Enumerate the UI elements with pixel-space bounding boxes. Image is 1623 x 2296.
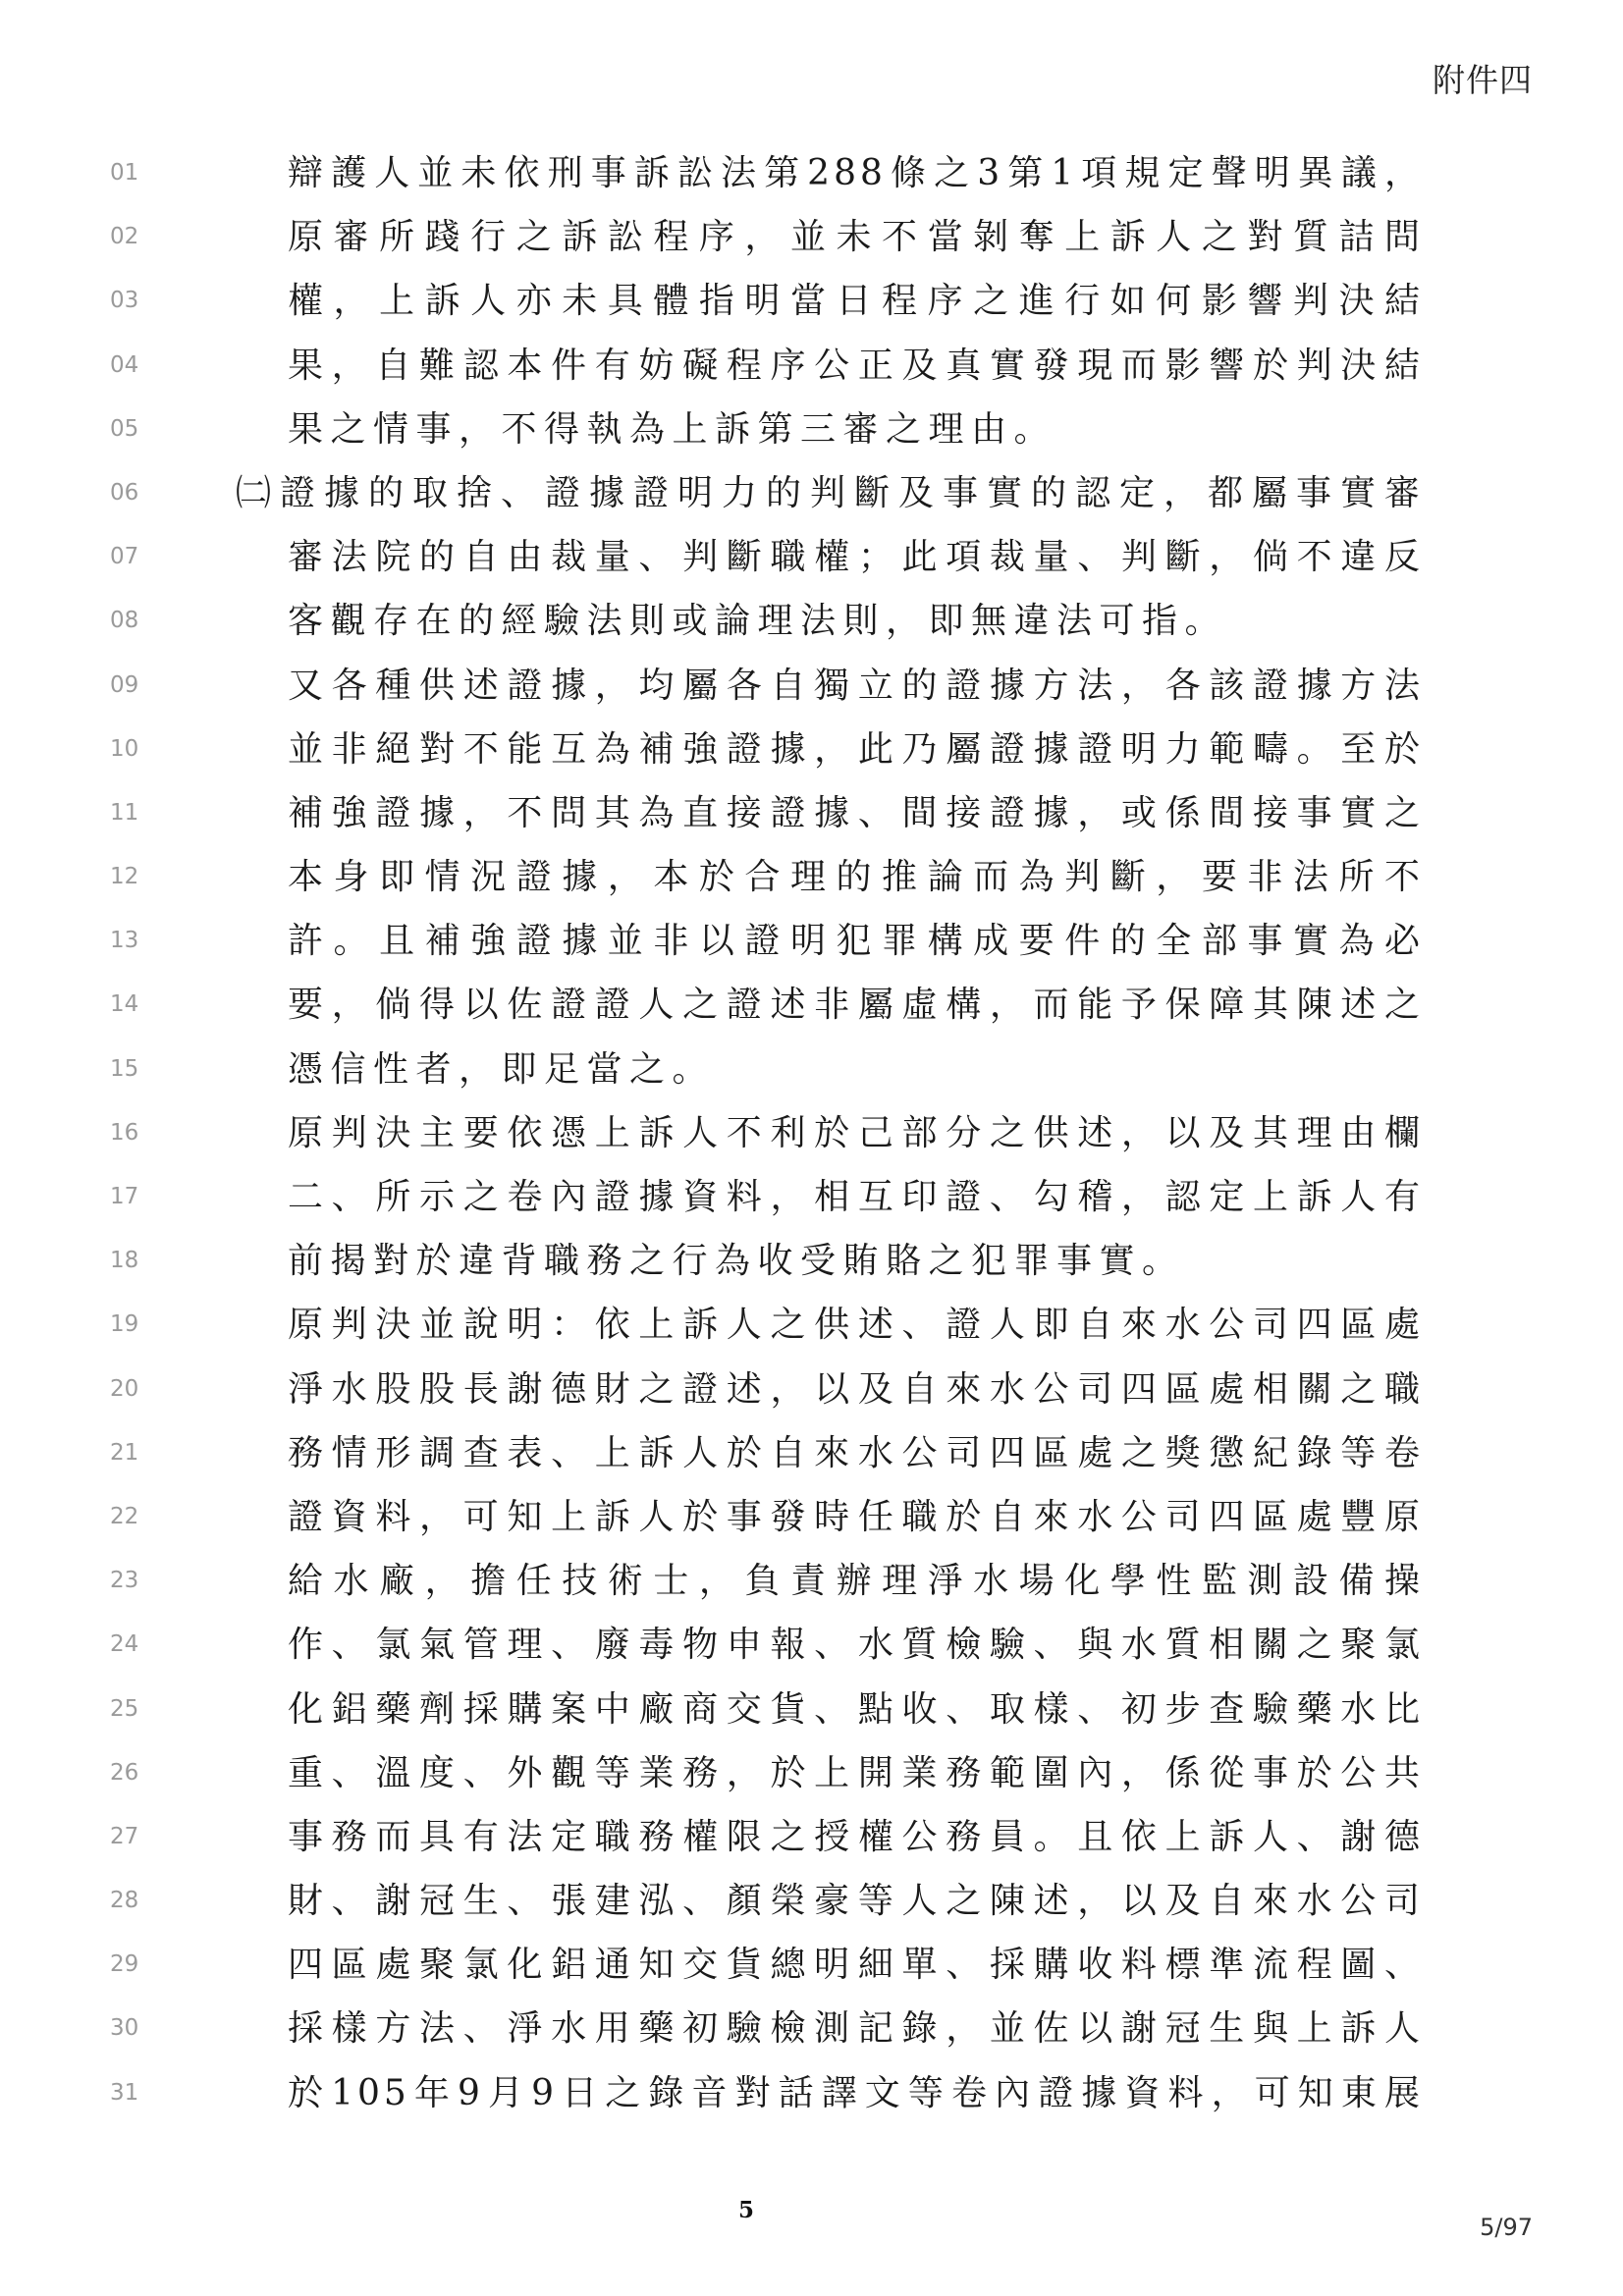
document-line [0,525,1623,589]
line-text: 又各種供述證據，均屬各自獨立的證據方法，各該證據方法 [288,665,1424,706]
line-number: 20 [110,1375,139,1402]
line-text: 證資料，可知上訴人於事發時任職於自來水公司四區處豐原 [288,1496,1424,1537]
line-number: 16 [110,1119,139,1146]
document-line [0,1805,1623,1869]
line-number: 04 [110,351,139,378]
document-line [0,1997,1623,2060]
line-text: 原判決並說明：依上訴人之供述、證人即自來水公司四區處 [288,1305,1424,1346]
line-number: 06 [110,479,139,506]
line-text: 果之情事，不得執為上訴第三審之理由。 [288,408,1057,450]
line-text: 補強證據，不問其為直接證據、間接證據，或係間接事實之 [288,792,1424,833]
document-line [0,141,1623,205]
document-line [0,1038,1623,1101]
document-line [0,1869,1623,1933]
line-text: 要，倘得以佐證證人之證述非屬虛構，而能予保障其陳述之 [288,985,1424,1026]
line-text: 權，上訴人亦未具體指明當日程序之進行如何影響判決結 [288,281,1424,322]
line-number: 28 [110,1888,139,1914]
document-line [0,398,1623,461]
document-line [0,2061,1623,2125]
document-line [0,718,1623,781]
line-text: 辯護人並未依刑事訴訟法第288條之3第1項規定聲明異議， [288,153,1424,193]
line-number: 01 [110,160,139,186]
line-text: 採樣方法、淨水用藥初驗檢測記錄，並佐以謝冠生與上訴人 [288,2008,1424,2050]
line-text: 於105年9月9日之錄音對話譯文等卷內證據資料，可知東展 [288,2072,1424,2113]
document-line [0,1358,1623,1421]
document-line [0,589,1623,653]
line-text: 審法院的自由裁量、判斷職權；此項裁量、判斷，倘不違反 [288,537,1424,578]
line-number: 13 [110,928,139,954]
attachment-label: 附件四 [1433,61,1533,99]
document-line [0,909,1623,973]
line-text: 重、溫度、外觀等業務，於上開業務範圍內，係從事於公共 [288,1752,1424,1793]
section-heading-line: ㈡證據的取捨、證據證明力的判斷及事實的認定，都屬事實審 [236,472,1424,513]
line-text: 原判決主要依憑上訴人不利於己部分之供述，以及其理由欄 [288,1112,1424,1153]
document-line [0,1741,1623,1805]
line-number: 15 [110,1055,139,1082]
document-line [0,1165,1623,1229]
line-number: 23 [110,1568,139,1594]
page-of-total: 5/97 [1480,2214,1533,2241]
line-text: 化鋁藥劑採購案中廠商交貨、點收、取樣、初步查驗藥水比 [288,1688,1424,1730]
line-number: 08 [110,608,139,634]
line-number: 02 [110,224,139,250]
line-text: 並非絕對不能互為補強證據，此乃屬證據證明力範疇。至於 [288,728,1424,770]
document-line [0,1229,1623,1293]
document-line [0,973,1623,1037]
line-text: 給水廠，擔任技術士，負責辦理淨水場化學性監測設備操 [288,1561,1424,1602]
line-number: 26 [110,1759,139,1786]
line-text: 憑信性者，即足當之。 [288,1048,716,1090]
line-number: 19 [110,1311,139,1338]
line-number: 24 [110,1631,139,1658]
document-line [0,1678,1623,1741]
line-number: 21 [110,1439,139,1466]
document-line [0,334,1623,398]
line-text: 果，自難認本件有妨礙程序公正及真實發現而影響於判決結 [288,345,1424,386]
document-line [0,781,1623,845]
line-number: 12 [110,864,139,890]
document-line [0,1933,1623,1997]
document-line [0,1101,1623,1165]
line-number: 30 [110,2015,139,2042]
document-line [0,1421,1623,1485]
line-number: 10 [110,735,139,762]
line-number: 07 [110,544,139,570]
line-text: 事務而具有法定職務權限之授權公務員。且依上訴人、謝德 [288,1816,1424,1857]
document-line [0,1293,1623,1357]
line-text: 二、所示之卷內證據資料，相互印證、勾稽，認定上訴人有 [288,1177,1424,1217]
line-number: 31 [110,2079,139,2106]
line-text: 淨水股股長謝德財之證述，以及自來水公司四區處相關之職 [288,1368,1424,1410]
line-text: 務情形調查表、上訴人於自來水公司四區處之獎懲紀錄等卷 [288,1432,1424,1473]
document-line [0,1549,1623,1613]
line-text: 作、氯氣管理、廢毒物申報、水質檢驗、與水質相關之聚氯 [288,1625,1424,1666]
line-text: 客觀存在的經驗法則或論理法則，即無違法可指。 [288,601,1228,642]
line-number: 29 [110,1951,139,1978]
line-number: 18 [110,1248,139,1274]
document-line [0,654,1623,718]
document-line [0,461,1623,525]
line-number: 05 [110,415,139,442]
line-text: 許。且補強證據並非以證明犯罪構成要件的全部事實為必 [288,921,1424,962]
line-text: 前揭對於違背職務之行為收受賄賂之犯罪事實。 [288,1241,1185,1282]
line-number: 22 [110,1503,139,1529]
line-number: 03 [110,288,139,314]
line-number: 27 [110,1823,139,1849]
line-text: 財、謝冠生、張建泓、顏榮豪等人之陳述，以及自來水公司 [288,1881,1424,1922]
document-body [0,141,1623,2125]
line-text: 本身即情況證據，本於合理的推論而為判斷，要非法所不 [288,857,1424,898]
line-number: 14 [110,991,139,1018]
document-line [0,845,1623,909]
line-text: 四區處聚氯化鋁通知交貨總明細單、採購收料標準流程圖、 [288,1945,1424,1986]
line-number: 09 [110,671,139,698]
line-text: 原審所踐行之訴訟程序，並未不當剝奪上訴人之對質詰問 [288,217,1424,258]
page-number: 5 [738,2197,755,2223]
line-number: 11 [110,799,139,826]
document-line [0,269,1623,333]
document-line [0,1613,1623,1677]
document-line [0,205,1623,269]
document-line [0,1485,1623,1549]
line-number: 25 [110,1695,139,1722]
line-number: 17 [110,1184,139,1209]
